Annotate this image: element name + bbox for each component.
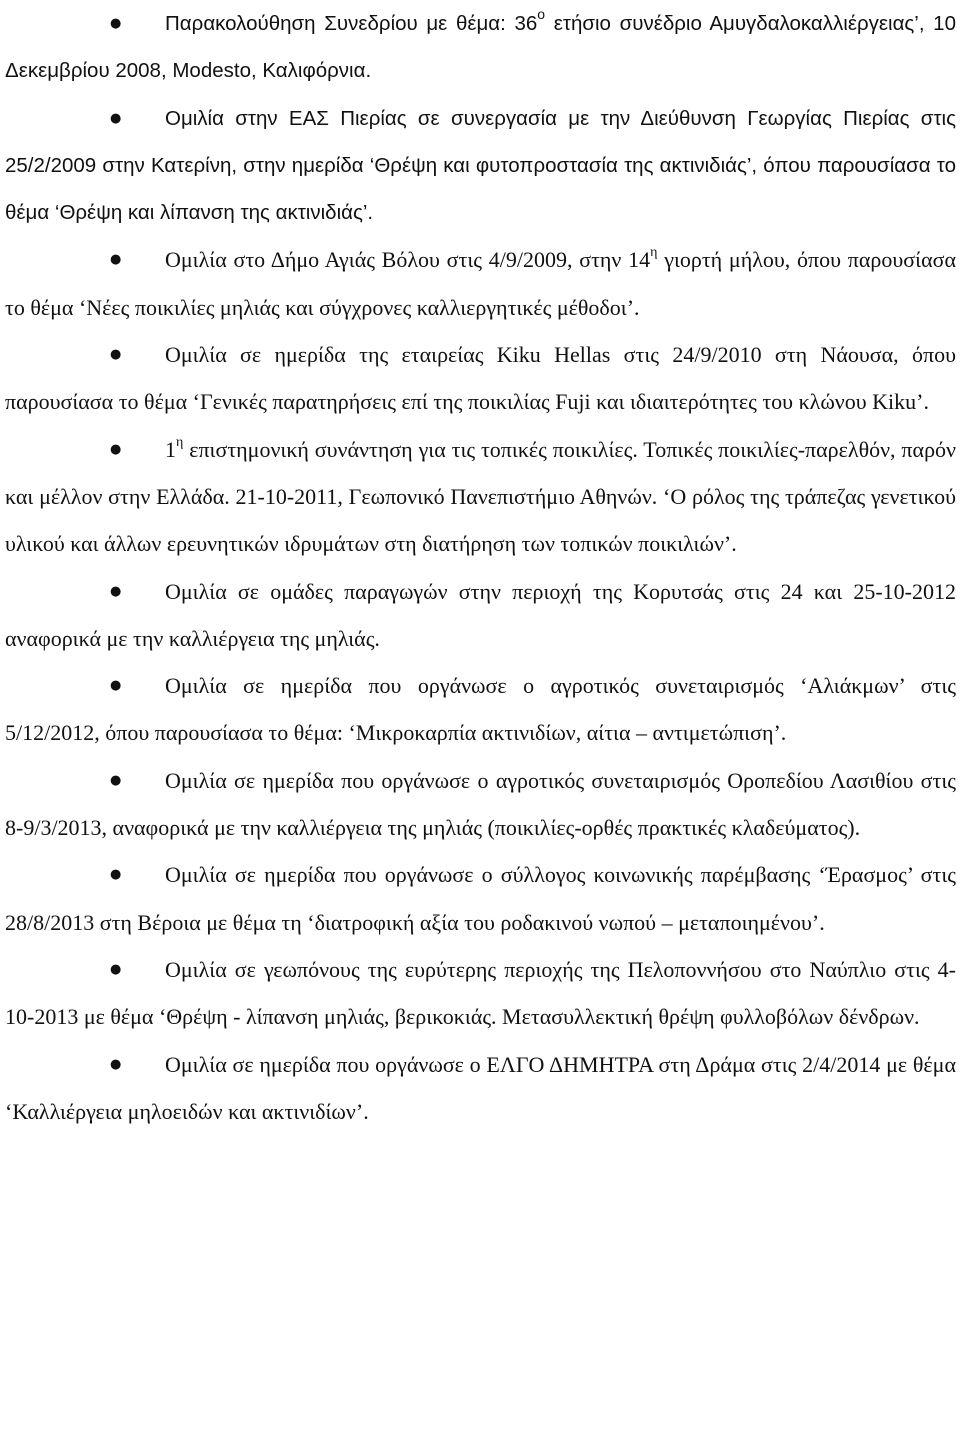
bullet-icon: ● [110,678,122,694]
list-item [5,851,956,946]
item-text: 1 [165,436,176,462]
bullet-icon: ● [110,252,122,268]
list-item [5,236,956,331]
bullet-icon: ● [110,1056,122,1072]
item-text: Ομιλία σε ημερίδα που οργάνωσε ο σύλλογος κοινωνικής παρέμβασης ‘Έρασμος’ στις 28/8/2013 στη Βέροια με θέμα τη ‘διατροφική αξία του ροδακινού νωπού – μεταποιημένου’. [5,862,956,935]
item-text-continued: ετήσιο συνέδριο Αμυγδαλοκαλλιέργειας’, 10 Δεκεμβρίου 2008, Modesto, Καλιφόρνια. [5,12,956,83]
bullet-icon: ● [110,772,122,788]
item-text: Ομιλία σε ημερίδα που οργάνωσε ο αγροτικός συνεταιρισμός ‘Αλιάκμων’ στις 5/12/2012, όπου παρουσίασα το θέμα: ‘Μικροκαρπία ακτινιδίων, αίτια – αντιμετώπιση’. [5,673,956,746]
list-item [5,426,956,568]
list-item [5,662,956,757]
item-text: Παρακολούθηση Συνεδρίου με θέμα: 36 [165,12,538,35]
item-text: Ομιλία σε ομάδες παραγωγών στην περιοχή της Κορυτσάς στις 24 και 25-10-2012 αναφορικά με την καλλιέργεια της μηλιάς. [5,578,956,651]
list-item [5,0,956,95]
item-text: Ομιλία στην ΕΑΣ Πιερίας σε συνεργασία με την Διεύθυνση Γεωργίας Πιερίας στις 25/2/2009 στην Κατερίνη, στην ημερίδα ‘Θρέψη και φυτοπροστασία της ακτινιδιάς’, όπου παρουσίασα το θέμα ‘Θρέψη και λίπανση της ακτινιδιάς’. [5,106,956,225]
list-item [5,331,956,426]
bullet-icon: ● [110,110,122,126]
bullet-icon: ● [110,867,122,883]
item-text: Ομιλία σε ημερίδα που οργάνωσε ο ΕΛΓΟ ΔΗΜΗΤΡΑ στη Δράμα στις 2/4/2014 με θέμα ‘Καλλιέργεια μηλοειδών και ακτινιδίων’. [5,1051,956,1124]
item-text: Ομιλία στο Δήμο Αγιάς Βόλου στις 4/9/2009, στην 14 [165,247,651,273]
bullet-icon: ● [110,583,122,599]
list-item [5,1041,956,1136]
bullet-icon: ● [110,441,122,457]
superscript: ο [537,6,546,22]
superscript: η [650,245,658,261]
item-text-continued: επιστημονική συνάντηση για τις τοπικές ποικιλίες. Τοπικές ποικιλίες-παρελθόν, παρόν και μέλλον στην Ελλάδα. 21-10-2011, Γεωπονικό Πανεπιστήμιο Αθηνών. ‘Ο ρόλος της τράπεζας γενετικού υλικού και άλλων ερευνητικών ιδρυμάτων στη διατήρηση των τοπικών ποικιλιών’. [5,436,956,557]
superscript: η [176,434,184,450]
item-text: Ομιλία σε γεωπόνους της ευρύτερης περιοχής της Πελοποννήσου στο Ναύπλιο στις 4-10-2013 με θέμα ‘Θρέψη - λίπανση μηλιάς, βερικοκιάς. Μετασυλλεκτική θρέψη φυλλοβόλων δένδρων. [5,956,956,1030]
list-item [5,757,956,852]
bullet-icon: ● [110,347,122,363]
list-item [5,568,956,663]
list-item [5,95,956,237]
item-text: Ομιλία σε ημερίδα που οργάνωσε ο αγροτικός συνεταιρισμός Οροπεδίου Λασιθίου στις 8-9/3/2013, αναφορικά με την καλλιέργεια της μηλιάς (ποικιλίες-ορθές πρακτικές κλαδεύματος). [5,767,956,841]
list-item [5,946,956,1041]
bullet-icon: ● [110,961,122,977]
item-text: Ομιλία σε ημερίδα της εταιρείας Kiku Hellas στις 24/9/2010 στη Νάουσα, όπου παρουσίασα το θέμα ‘Γενικές παρατηρήσεις επί της ποικιλίας Fuji και ιδιαιτερότητες του κλώνου Kiku’. [5,342,956,415]
bullet-icon: ● [110,16,122,31]
item-text-continued: γιορτή μήλου, όπου παρουσίασα το θέμα ‘Νέες ποικιλίες μηλιάς και σύγχρονες καλλιεργητικές μέθοδοι’. [5,247,956,320]
